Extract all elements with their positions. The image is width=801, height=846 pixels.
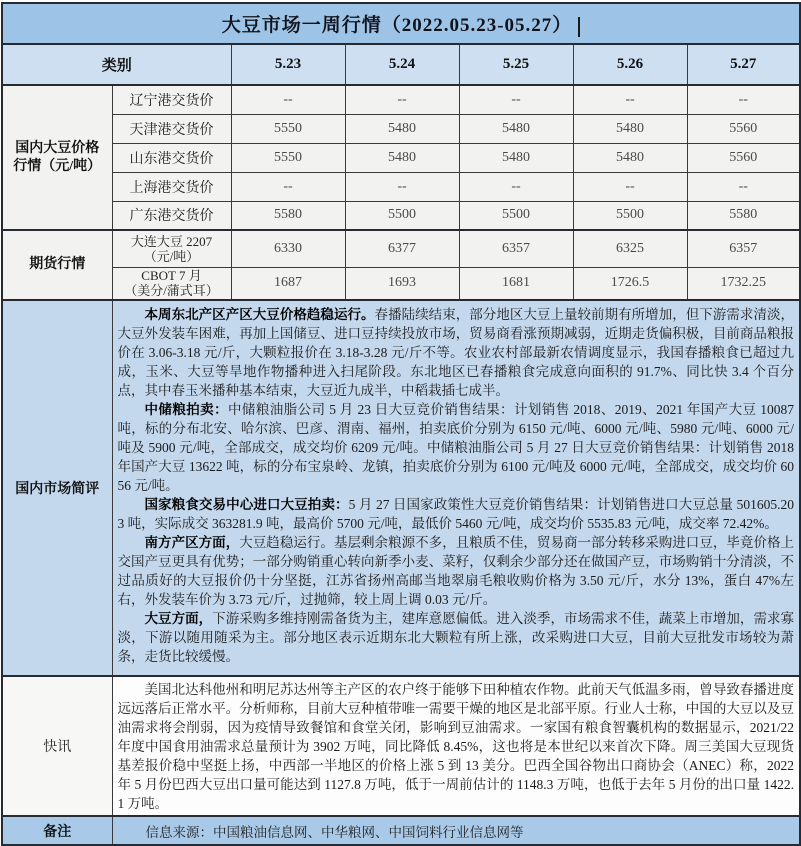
group-label-futures: 期货行情 <box>2 230 112 300</box>
futures-value: 1726.5 <box>573 267 687 300</box>
price-row-label: 天津港交货价 <box>112 114 231 143</box>
header-date-1: 5.23 <box>231 44 345 85</box>
price-row-label: 辽宁港交货价 <box>112 85 231 114</box>
section-label-remark: 备注 <box>2 816 112 845</box>
text-cursor <box>578 17 580 37</box>
futures-value: 1693 <box>345 267 459 300</box>
title-bar <box>2 3 800 44</box>
price-row-label: 广东港交货价 <box>112 201 231 230</box>
news-paragraph: 美国北达科他州和明尼苏达州等主产区的农户终于能够下田种植农作物。此前天气低温多雨，曾导致春播进度远远落后正常水平。分析师称，目前大豆种植带唯一需要干燥的地区是北部平原。行业人士称，中国的大豆以及豆油需求将会削弱，因为疫情导致餐馆和食堂关闭，影响到豆油需求。一家国有粮食智囊机构的数据显示，2021/22 年度中国食用油需求总量预计为 3902 万吨，同比降低 8.45%，这也将是本世纪以来首次下降。周三美国大豆现货基差报价稳中坚挺上扬，中西部一半地区的价格上涨 5 到 13 美分。巴西全国谷物出口商协会（ANEC）称，2022 年 5 月份巴西大豆出口量可能达到 1127.8 万吨，低于一周前估计的 1148.3 万吨，也低于去年 5 月份的出口量 1422.1 万吨。 <box>117 682 794 811</box>
group-label-domestic-prices: 国内大豆价格 行情（元/吨） <box>2 85 112 230</box>
futures-value: 1687 <box>231 267 345 300</box>
page-title: 大豆市场一周行情（2022.05.23-05.27） <box>221 15 573 36</box>
price-value: 5550 <box>231 114 345 143</box>
price-value: 5500 <box>459 201 573 230</box>
review-paragraph: 国家粮食交易中心进口大豆拍卖：5 月 27 日国家政策性大豆竞价销售结果：计划销售进口大豆总量 501605.203 吨，实际成交 363281.9 吨，最高价 5700 元/吨，最低价 5460 元/吨，成交均价 5535.83 元/吨，成交率 72.42%。 <box>117 497 794 531</box>
header-date-4: 5.26 <box>573 44 687 85</box>
section-label-news: 快讯 <box>2 676 112 816</box>
section-label-market-review: 国内市场简评 <box>2 300 112 676</box>
futures-value: 6325 <box>573 230 687 267</box>
price-value: 5480 <box>459 143 573 172</box>
header-date-3: 5.25 <box>459 44 573 85</box>
futures-value: 6357 <box>459 230 573 267</box>
price-value: 5550 <box>231 143 345 172</box>
review-paragraph: 南方产区方面，大豆趋稳运行。基层剩余粮源不多，且粮质不佳，贸易商一部分转移采购进口豆，毕竟价格上交国产豆更具有优势；一部分购销重心转向新季小麦、菜籽，仅剩余少部分还在做国产豆，市场购销十分清淡，不过品质好的大豆报价仍十分坚挺，江苏省扬州高邮当地翠扇毛粮收购价格为 3.50 元/斤，水分 13%，蛋白 47%左右，外发装车价为 3.73 元/斤，过抛筛，较上周上调 0.03 元/斤。 <box>117 535 795 607</box>
futures-value: 1732.25 <box>687 267 800 300</box>
price-value: -- <box>573 85 687 114</box>
price-value: 5560 <box>687 143 800 172</box>
price-value: -- <box>345 172 459 201</box>
price-value: -- <box>573 172 687 201</box>
price-value: -- <box>459 85 573 114</box>
price-value: -- <box>345 85 459 114</box>
futures-value: 6357 <box>687 230 800 267</box>
futures-value: 1681 <box>459 267 573 300</box>
price-value: 5500 <box>573 201 687 230</box>
remark-content <box>112 816 800 845</box>
price-row-label: 山东港交货价 <box>112 143 231 172</box>
info-source-text: 信息来源：中国粮油信息网、中华粮网、中国饲料行业信息网等 <box>145 824 524 840</box>
price-value: -- <box>687 85 800 114</box>
price-value: 5480 <box>573 143 687 172</box>
price-value: 5580 <box>231 201 345 230</box>
futures-value: 6330 <box>231 230 345 267</box>
price-value: 5500 <box>345 201 459 230</box>
futures-value: 6377 <box>345 230 459 267</box>
price-value: 5480 <box>573 114 687 143</box>
futures-row-label: CBOT 7 月 （美分/蒲式耳） <box>112 267 231 300</box>
soybean-weekly-report-table <box>1 2 801 846</box>
price-value: 5480 <box>345 114 459 143</box>
header-date-5: 5.27 <box>687 44 800 85</box>
price-value: -- <box>459 172 573 201</box>
futures-row-label: 大连大豆 2207 （元/吨） <box>112 230 231 267</box>
header-date-2: 5.24 <box>345 44 459 85</box>
review-paragraph: 大豆方面，下游采购多维持刚需备货为主，建库意愿偏低。进入淡季，市场需求不佳，蔬菜上市增加，需求寡淡，下游以随用随采为主。部分地区表示近期东北大颗粒有所上涨，改采购进口大豆，目前大豆批发市场较为萧条，走货比较缓慢。 <box>117 611 795 664</box>
review-paragraph: 本周东北产区产区大豆价格趋稳运行。春播陆续结束，部分地区大豆上量较前期有所增加，但下游需求清淡，大豆外发装车困难，再加上国储豆、进口豆持续投放市场，贸易商看涨预期减弱，近期走货偏积极，目前商品粮报价在 3.06-3.18 元/斤，大颗粒报价在 3.18-3.28 元/斤不等。农业农村部最新农情调度显示，我国春播粮食已超过九成，玉米、大豆等旱地作物播种进入扫尾阶段。东北地区已春播粮食完成意向面积的 91.7%、同比快 3.4 个百分点，其中春玉米播种基本结束，大豆近九成半，中稻栽插七成半。 <box>117 307 795 398</box>
news-content <box>112 676 800 816</box>
price-value: 5480 <box>459 114 573 143</box>
review-paragraph: 中储粮拍卖：中储粮油脂公司 5 月 23 日大豆竞价销售结果：计划销售 2018、2019、2021 年国产大豆 10087 吨，标的分布北安、哈尔滨、巴彦、渭南、福州，拍卖底价分别为 6150 元/吨、6000 元/吨、5980 元/吨、6000 元/吨及 5900 元/吨，全部成交，成交均价 6209 元/吨。中储粮油脂公司 5 月 27 日大豆竞价销售结果：计划销售 2018 年国产大豆 13622 吨，标的分布宝泉岭、龙镇，拍卖底价分别为 6100 元/吨及 6000 元/吨，全部成交，成交均价 6056 元/吨。 <box>117 402 795 493</box>
price-value: -- <box>231 172 345 201</box>
price-row-label: 上海港交货价 <box>112 172 231 201</box>
price-value: -- <box>231 85 345 114</box>
price-value: 5480 <box>345 143 459 172</box>
header-category: 类别 <box>2 44 231 85</box>
price-value: 5580 <box>687 201 800 230</box>
market-review-content <box>112 300 800 676</box>
price-value: -- <box>687 172 800 201</box>
price-value: 5560 <box>687 114 800 143</box>
